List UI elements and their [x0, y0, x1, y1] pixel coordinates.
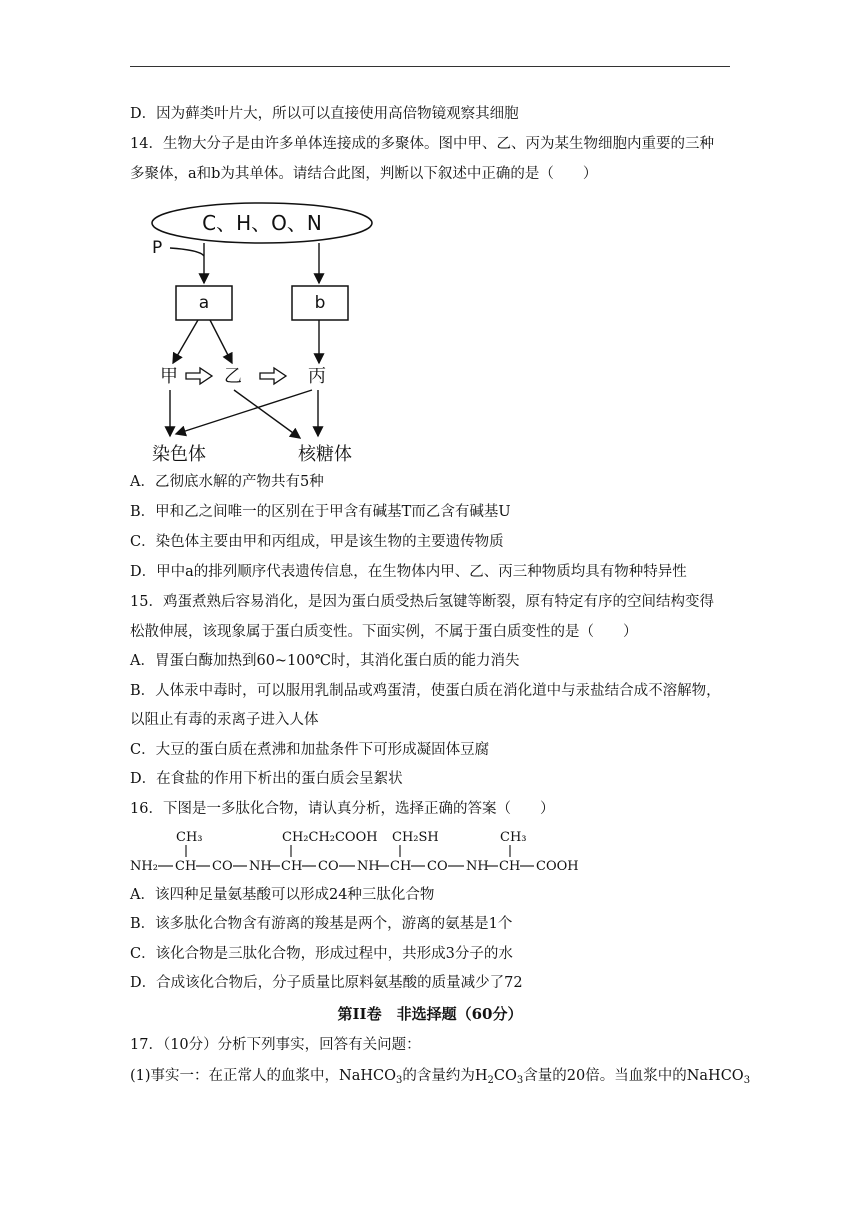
q15-option-c: C．大豆的蛋白质在煮沸和加盐条件下可形成凝固体豆腐 [130, 742, 490, 758]
section-2-heading: 第II卷 非选择题（60分） [337, 1005, 523, 1023]
amide-3: NH [466, 859, 489, 874]
side-chain-4: CH₃ [500, 830, 527, 845]
q17-part-1 [130, 1066, 750, 1086]
header-rule [130, 66, 730, 67]
monomer-b-label: b [314, 293, 326, 313]
q17-text-3: CO [493, 1068, 517, 1084]
monomer-a-label: a [198, 293, 210, 313]
alpha-carbon-1: CH [175, 859, 197, 874]
chromosome-label: 染色体 [152, 444, 206, 465]
q15-option-d: D．在食盐的作用下析出的蛋白质会呈絮状 [130, 771, 403, 787]
amino-terminus: NH₂ [130, 859, 158, 874]
hollow-arrow-yi-bing [260, 368, 286, 384]
arrow-a-to-jia [173, 320, 198, 363]
side-chain-1: CH₃ [176, 830, 203, 845]
q16-option-c: C．该化合物是三肽化合物，形成过程中，共形成3分子的水 [130, 946, 513, 962]
q13-option-d: D．因为藓类叶片大，所以可以直接使用高倍物镜观察其细胞 [130, 106, 519, 122]
q15-option-a: A．胃蛋白酶加热到60~100℃时，其消化蛋白质的能力消失 [130, 653, 520, 669]
carbonyl-3: CO [427, 859, 448, 874]
q14-option-a: A．乙彻底水解的产物共有5种 [130, 474, 324, 490]
q17-stem: 17．（10分）分析下列事实，回答有关问题： [130, 1037, 421, 1053]
q14-stem-line-1: 14．生物大分子是由许多单体连接成的多聚体。图中甲、乙、丙为某生物细胞内重要的三种 [130, 136, 714, 152]
q15-option-b-line-1: B．人体汞中毒时，可以服用乳制品或鸡蛋清，使蛋白质在消化道中与汞盐结合成不溶解物， [130, 683, 721, 699]
elements-label: C、H、O、N [202, 211, 322, 235]
polymer-jia: 甲 [160, 366, 178, 387]
q17-sub-2: 2 [487, 1075, 494, 1086]
q16-option-b: B．该多肽化合物含有游离的羧基是两个，游离的氨基是1个 [130, 916, 513, 932]
q14-option-d: D．甲中a的排列顺序代表遗传信息，在生物体内甲、乙、丙三种物质均具有物种特异性 [130, 564, 687, 580]
polymer-yi: 乙 [224, 366, 242, 387]
ribosome-label: 核糖体 [298, 444, 352, 465]
polypeptide-formula [130, 826, 600, 878]
carboxyl-terminus: COOH [536, 859, 579, 874]
q16-option-a: A．该四种足量氨基酸可以形成24种三肽化合物 [130, 887, 435, 903]
amide-1: NH [249, 859, 272, 874]
amide-2: NH [357, 859, 380, 874]
arrow-p-to-a [170, 248, 204, 256]
q14-option-c: C．染色体主要由甲和丙组成，甲是该生物的主要遗传物质 [130, 534, 504, 550]
phosphorus-label: P [152, 238, 163, 258]
q14-diagram [140, 198, 400, 468]
q16-stem: 16．下图是一多肽化合物，请认真分析，选择正确的答案（ ） [130, 801, 555, 817]
carbonyl-2: CO [318, 859, 339, 874]
q17-sub-3: 3 [516, 1075, 524, 1086]
q17-text-2: 的含量约为H [402, 1068, 488, 1084]
polymer-bing: 丙 [308, 366, 326, 387]
arrow-a-to-yi [210, 320, 232, 363]
q17-text-4: 含量的20倍。当血浆中的NaHCO [523, 1068, 744, 1084]
q14-option-b: B．甲和乙之间唯一的区别在于甲含有碱基T而乙含有碱基U [130, 504, 511, 520]
q17-text-1: (1)事实一：在正常人的血浆中，NaHCO [130, 1068, 396, 1084]
q14-stem-line-2: 多聚体，a和b为其单体。请结合此图，判断以下叙述中正确的是（ ） [130, 166, 598, 182]
carbonyl-1: CO [212, 859, 233, 874]
side-chain-2: CH₂CH₂COOH [282, 830, 378, 845]
alpha-carbon-3: CH [390, 859, 412, 874]
q15-stem-line-1: 15．鸡蛋煮熟后容易消化，是因为蛋白质受热后氢键等断裂，原有特定有序的空间结构变得 [130, 594, 714, 610]
alpha-carbon-4: CH [499, 859, 521, 874]
alpha-carbon-2: CH [281, 859, 303, 874]
q15-stem-line-2: 松散伸展，该现象属于蛋白质变性。下面实例，不属于蛋白质变性的是（ ） [130, 624, 638, 640]
hollow-arrow-jia-yi [186, 368, 212, 384]
q17-sub-1: 3 [396, 1075, 403, 1086]
side-chain-3: CH₂SH [392, 830, 439, 845]
q17-sub-4: 3 [743, 1075, 751, 1086]
q16-option-d: D．合成该化合物后，分子质量比原料氨基酸的质量减少了72 [130, 975, 523, 991]
q15-option-b-line-2: 以阻止有毒的汞离子进入人体 [130, 712, 319, 728]
